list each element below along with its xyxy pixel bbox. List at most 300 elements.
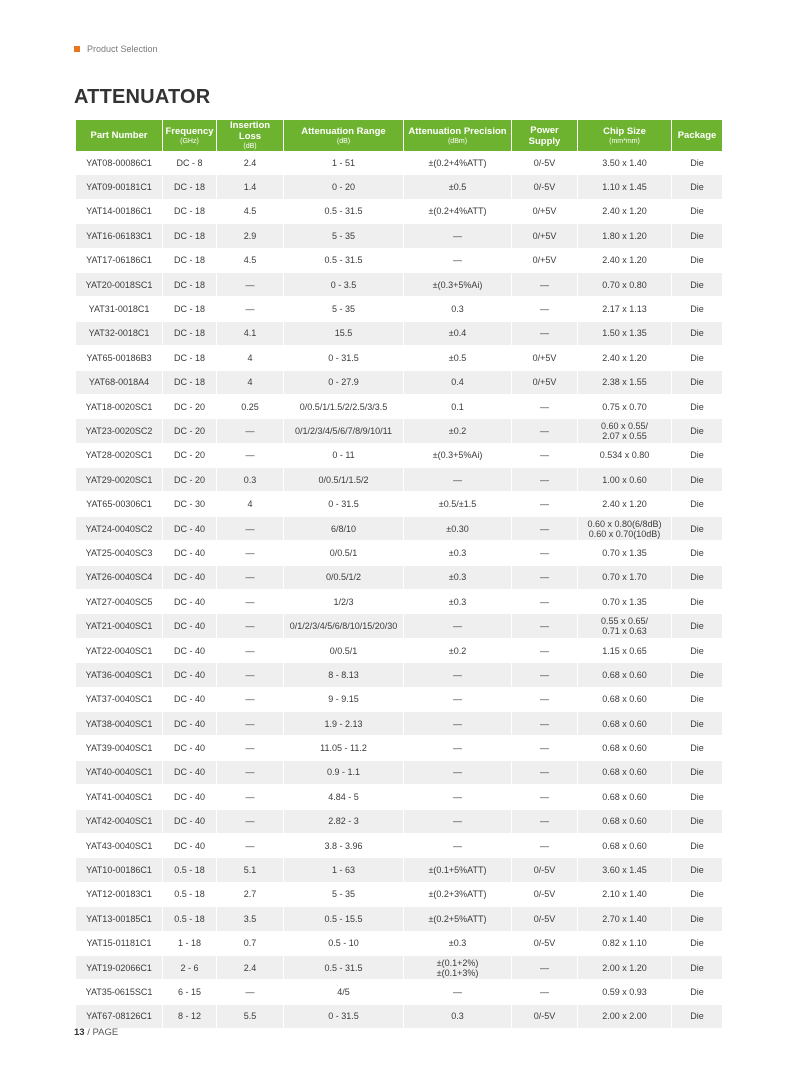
table-cell: — — [404, 614, 512, 638]
table-cell: 2.4 — [217, 956, 284, 980]
table-cell: — — [217, 663, 284, 687]
table-cell: 0/+5V — [512, 371, 578, 395]
table-cell: 0/-5V — [512, 151, 578, 175]
table-cell: 2.00 x 1.20 — [578, 956, 672, 980]
table-cell: 8 - 8.13 — [284, 663, 404, 687]
table-cell: 0/+5V — [512, 249, 578, 273]
table-cell: 2.82 - 3 — [284, 810, 404, 834]
table-cell: 0/-5V — [512, 858, 578, 882]
table-row — [76, 395, 722, 419]
table-cell: 1.80 x 1.20 — [578, 224, 672, 248]
table-cell: Die — [672, 224, 722, 248]
table-cell: 0.1 — [404, 395, 512, 419]
table-cell: 0.5 - 31.5 — [284, 249, 404, 273]
table-cell: YAT19-02066C1 — [76, 956, 163, 980]
table-cell: Die — [672, 639, 722, 663]
table-cell: Die — [672, 297, 722, 321]
table-cell: DC - 40 — [163, 785, 217, 809]
column-header-unit: (mm*mm) — [609, 137, 640, 145]
table-cell: 1.50 x 1.35 — [578, 322, 672, 346]
table-cell: 0.68 x 0.60 — [578, 785, 672, 809]
table-cell: Die — [672, 736, 722, 760]
table-cell: Die — [672, 956, 722, 980]
table-cell: 0.3 — [404, 1005, 512, 1029]
table-cell: Die — [672, 444, 722, 468]
table-cell: 5.5 — [217, 1005, 284, 1029]
column-header — [163, 120, 217, 151]
table-cell: 0.68 x 0.60 — [578, 834, 672, 858]
table-cell: ±(0.2+5%ATT) — [404, 907, 512, 931]
table-cell: 6/8/10 — [284, 517, 404, 541]
table-cell: 5 - 35 — [284, 883, 404, 907]
table-row — [76, 688, 722, 712]
table-cell: YAT38-0040SC1 — [76, 712, 163, 736]
table-cell: — — [512, 956, 578, 980]
table-row — [76, 468, 722, 492]
table-cell: DC - 40 — [163, 736, 217, 760]
column-header-label: Package — [677, 130, 717, 141]
table-cell: 0.5 - 31.5 — [284, 200, 404, 224]
table-cell: 0/0.5/1/1.5/2/2.5/3/3.5 — [284, 395, 404, 419]
table-cell: — — [512, 566, 578, 590]
table-cell: — — [404, 810, 512, 834]
table-cell: Die — [672, 346, 722, 370]
table-cell: 0.5 - 18 — [163, 858, 217, 882]
table-cell: 0 - 31.5 — [284, 346, 404, 370]
table-cell: — — [404, 663, 512, 687]
column-header — [404, 120, 512, 151]
table-cell: Die — [672, 785, 722, 809]
table-cell: YAT15-01181C1 — [76, 932, 163, 956]
table-cell: 0.59 x 0.93 — [578, 980, 672, 1004]
table-cell: 0/0.5/1/1.5/2 — [284, 468, 404, 492]
table-cell: Die — [672, 395, 722, 419]
table-cell: — — [512, 980, 578, 1004]
table-cell: 4.5 — [217, 200, 284, 224]
table-cell: ±0.5 — [404, 175, 512, 199]
table-cell: 8 - 12 — [163, 1005, 217, 1029]
table-cell: ±0.30 — [404, 517, 512, 541]
column-header — [217, 120, 284, 151]
table-cell: 0/+5V — [512, 200, 578, 224]
table-cell: — — [512, 736, 578, 760]
table-cell: 0/1/2/3/4/5/6/7/8/9/10/11 — [284, 419, 404, 443]
table-cell: DC - 20 — [163, 468, 217, 492]
table-cell: ±0.2 — [404, 419, 512, 443]
table-cell: 0/+5V — [512, 224, 578, 248]
table-cell: 2.00 x 2.00 — [578, 1005, 672, 1029]
table-body — [76, 151, 722, 1029]
table-cell: 0 - 3.5 — [284, 273, 404, 297]
column-header-label: Frequency — [165, 125, 214, 137]
column-header — [512, 120, 578, 151]
table-row — [76, 566, 722, 590]
table-cell: ±(0.3+5%Ai) — [404, 273, 512, 297]
table-cell: — — [217, 712, 284, 736]
table-cell: Die — [672, 249, 722, 273]
table-cell: 0 - 31.5 — [284, 492, 404, 516]
table-cell: Die — [672, 663, 722, 687]
table-cell: Die — [672, 175, 722, 199]
table-cell: Die — [672, 322, 722, 346]
table-cell: YAT37-0040SC1 — [76, 688, 163, 712]
table-cell: YAT43-0040SC1 — [76, 834, 163, 858]
table-cell: 4 — [217, 346, 284, 370]
table-cell: YAT32-0018C1 — [76, 322, 163, 346]
table-cell: 0.534 x 0.80 — [578, 444, 672, 468]
table-cell: — — [217, 566, 284, 590]
table-cell: YAT27-0040SC5 — [76, 590, 163, 614]
table-cell: 0.68 x 0.60 — [578, 712, 672, 736]
table-cell: ±0.3 — [404, 541, 512, 565]
table-cell: DC - 18 — [163, 297, 217, 321]
column-header-label: Attenuation Precision — [408, 125, 507, 137]
table-cell: ±0.4 — [404, 322, 512, 346]
table-cell: 0/-5V — [512, 883, 578, 907]
table-cell: DC - 18 — [163, 273, 217, 297]
table-cell: YAT41-0040SC1 — [76, 785, 163, 809]
table-cell: 0/0.5/1 — [284, 639, 404, 663]
table-cell: 0.25 — [217, 395, 284, 419]
column-header — [76, 120, 163, 151]
table-cell: DC - 40 — [163, 566, 217, 590]
table-row — [76, 810, 722, 834]
table-cell: ±(0.1+2%) ±(0.1+3%) — [404, 956, 512, 980]
table-cell: Die — [672, 907, 722, 931]
table-cell: 2.9 — [217, 224, 284, 248]
table-row — [76, 151, 722, 175]
table-cell: — — [404, 249, 512, 273]
attenuator-table — [76, 120, 722, 1029]
table-cell: — — [404, 712, 512, 736]
table-row — [76, 273, 722, 297]
table-cell: YAT22-0040SC1 — [76, 639, 163, 663]
table-cell: ±0.5/±1.5 — [404, 492, 512, 516]
table-cell: — — [217, 590, 284, 614]
table-cell: Die — [672, 1005, 722, 1029]
table-cell: 1.9 - 2.13 — [284, 712, 404, 736]
table-cell: 1.4 — [217, 175, 284, 199]
table-cell: — — [404, 980, 512, 1004]
table-cell: — — [217, 444, 284, 468]
table-cell: YAT17-06186C1 — [76, 249, 163, 273]
table-cell: 1.10 x 1.45 — [578, 175, 672, 199]
table-cell: DC - 40 — [163, 517, 217, 541]
column-header-unit: (dBm) — [447, 137, 468, 145]
table-cell: — — [217, 736, 284, 760]
table-cell: DC - 30 — [163, 492, 217, 516]
table-row — [76, 980, 722, 1004]
table-row — [76, 224, 722, 248]
table-row — [76, 590, 722, 614]
table-cell: DC - 40 — [163, 834, 217, 858]
table-cell: DC - 40 — [163, 590, 217, 614]
table-cell: — — [217, 419, 284, 443]
table-cell: — — [512, 492, 578, 516]
table-cell: YAT65-00186B3 — [76, 346, 163, 370]
table-cell: 1 - 63 — [284, 858, 404, 882]
table-cell: DC - 18 — [163, 200, 217, 224]
table-cell: 0.68 x 0.60 — [578, 736, 672, 760]
page-title: ATTENUATOR — [74, 86, 211, 108]
table-cell: 0/-5V — [512, 175, 578, 199]
table-cell: 4.84 - 5 — [284, 785, 404, 809]
table-cell: DC - 18 — [163, 322, 217, 346]
table-cell: ±0.3 — [404, 566, 512, 590]
table-cell: — — [404, 785, 512, 809]
table-cell: DC - 40 — [163, 639, 217, 663]
table-cell: 0/-5V — [512, 932, 578, 956]
table-cell: YAT65-00306C1 — [76, 492, 163, 516]
table-cell: 1.00 x 0.60 — [578, 468, 672, 492]
table-cell: — — [512, 590, 578, 614]
table-cell: — — [512, 541, 578, 565]
table-cell: DC - 40 — [163, 761, 217, 785]
table-cell: 9 - 9.15 — [284, 688, 404, 712]
table-cell: Die — [672, 273, 722, 297]
table-cell: — — [217, 834, 284, 858]
table-cell: — — [217, 785, 284, 809]
table-cell: Die — [672, 492, 722, 516]
table-cell: — — [512, 614, 578, 638]
table-cell: 0/-5V — [512, 907, 578, 931]
table-cell: — — [512, 834, 578, 858]
page-label: / PAGE — [84, 1027, 119, 1038]
table-cell: — — [404, 224, 512, 248]
table-cell: 2.70 x 1.40 — [578, 907, 672, 931]
table-cell: YAT21-0040SC1 — [76, 614, 163, 638]
table-cell: DC - 18 — [163, 346, 217, 370]
column-header-label: Attenuation Range — [301, 125, 386, 137]
table-cell: YAT26-0040SC4 — [76, 566, 163, 590]
table-cell: Die — [672, 517, 722, 541]
column-header — [578, 120, 672, 151]
table-cell: 4.1 — [217, 322, 284, 346]
table-cell: 3.8 - 3.96 — [284, 834, 404, 858]
table-cell: 15.5 — [284, 322, 404, 346]
table-cell: 0/0.5/1 — [284, 541, 404, 565]
table-cell: DC - 40 — [163, 810, 217, 834]
table-cell: DC - 20 — [163, 395, 217, 419]
table-cell: 1 - 51 — [284, 151, 404, 175]
table-cell: 6 - 15 — [163, 980, 217, 1004]
table-cell: Die — [672, 371, 722, 395]
table-row — [76, 175, 722, 199]
table-row — [76, 346, 722, 370]
table-cell: 2.40 x 1.20 — [578, 346, 672, 370]
table-cell: 2.40 x 1.20 — [578, 492, 672, 516]
table-cell: — — [217, 297, 284, 321]
table-cell: Die — [672, 151, 722, 175]
table-cell: 0.3 — [404, 297, 512, 321]
table-cell: Die — [672, 688, 722, 712]
table-cell: Die — [672, 419, 722, 443]
table-cell: 1/2/3 — [284, 590, 404, 614]
table-cell: — — [512, 419, 578, 443]
column-header-label: Part Number — [90, 130, 148, 141]
table-cell: 0 - 27.9 — [284, 371, 404, 395]
table-cell: Die — [672, 932, 722, 956]
column-header — [672, 120, 722, 151]
table-cell: 0/-5V — [512, 1005, 578, 1029]
table-cell: 0.70 x 0.80 — [578, 273, 672, 297]
table-cell: YAT39-0040SC1 — [76, 736, 163, 760]
table-cell: 0.60 x 0.55/ 2.07 x 0.55 — [578, 419, 672, 443]
table-cell: 11.05 - 11.2 — [284, 736, 404, 760]
table-cell: YAT35-0615SC1 — [76, 980, 163, 1004]
table-cell: ±0.3 — [404, 590, 512, 614]
table-cell: Die — [672, 761, 722, 785]
table-cell: 0.68 x 0.60 — [578, 663, 672, 687]
table-cell: YAT29-0020SC1 — [76, 468, 163, 492]
table-cell: YAT25-0040SC3 — [76, 541, 163, 565]
table-cell: 0.5 - 15.5 — [284, 907, 404, 931]
table-cell: — — [404, 688, 512, 712]
table-cell: 0.3 — [217, 468, 284, 492]
table-cell: Die — [672, 980, 722, 1004]
table-cell: YAT13-00185C1 — [76, 907, 163, 931]
table-cell: — — [217, 688, 284, 712]
table-cell: 2.38 x 1.55 — [578, 371, 672, 395]
table-cell: — — [512, 395, 578, 419]
table-row — [76, 736, 722, 760]
table-cell: YAT16-06183C1 — [76, 224, 163, 248]
table-cell: 0.82 x 1.10 — [578, 932, 672, 956]
table-cell: 0/0.5/1/2 — [284, 566, 404, 590]
table-cell: 0 - 20 — [284, 175, 404, 199]
table-cell: — — [404, 468, 512, 492]
table-cell: ±(0.1+5%ATT) — [404, 858, 512, 882]
table-cell: — — [217, 761, 284, 785]
table-cell: 3.5 — [217, 907, 284, 931]
table-cell: — — [512, 322, 578, 346]
section-label-text: Product Selection — [87, 44, 158, 54]
table-cell: — — [217, 273, 284, 297]
table-cell: ±0.3 — [404, 932, 512, 956]
table-row — [76, 444, 722, 468]
table-cell: 0.75 x 0.70 — [578, 395, 672, 419]
table-cell: 0.70 x 1.35 — [578, 590, 672, 614]
table-cell: 0.60 x 0.80(6/8dB) 0.60 x 0.70(10dB) — [578, 517, 672, 541]
table-cell: — — [512, 468, 578, 492]
column-header-label: Insertion Loss — [229, 120, 271, 142]
column-header-label: Power Supply — [528, 124, 561, 147]
table-row — [76, 907, 722, 931]
table-cell: 3.60 x 1.45 — [578, 858, 672, 882]
table-cell: — — [217, 541, 284, 565]
table-cell: Die — [672, 614, 722, 638]
table-cell: 5.1 — [217, 858, 284, 882]
table-row — [76, 785, 722, 809]
table-cell: DC - 18 — [163, 249, 217, 273]
table-cell: 5 - 35 — [284, 297, 404, 321]
table-row — [76, 371, 722, 395]
table-cell: YAT10-00186C1 — [76, 858, 163, 882]
table-cell: DC - 20 — [163, 419, 217, 443]
table-cell: YAT40-0040SC1 — [76, 761, 163, 785]
table-cell: ±(0.2+3%ATT) — [404, 883, 512, 907]
table-cell: 4 — [217, 492, 284, 516]
table-row — [76, 932, 722, 956]
table-cell: Die — [672, 541, 722, 565]
table-cell: 0.5 - 18 — [163, 907, 217, 931]
table-cell: YAT24-0040SC2 — [76, 517, 163, 541]
table-row — [76, 249, 722, 273]
table-cell: Die — [672, 810, 722, 834]
table-cell: Die — [672, 858, 722, 882]
table-cell: 2.40 x 1.20 — [578, 200, 672, 224]
column-header-label: Chip Size — [603, 125, 646, 137]
table-cell: DC - 18 — [163, 371, 217, 395]
column-header-unit: (dB) — [243, 143, 257, 150]
table-cell: 0/1/2/3/4/5/6/8/10/15/20/30 — [284, 614, 404, 638]
table-cell: — — [512, 273, 578, 297]
column-header — [284, 120, 404, 151]
table-cell: 0/+5V — [512, 346, 578, 370]
table-cell: 0.5 - 18 — [163, 883, 217, 907]
table-cell: Die — [672, 200, 722, 224]
table-row — [76, 517, 722, 541]
table-cell: Die — [672, 883, 722, 907]
table-cell: 2.4 — [217, 151, 284, 175]
table-row — [76, 834, 722, 858]
table-cell: YAT14-00186C1 — [76, 200, 163, 224]
table-cell: YAT28-0020SC1 — [76, 444, 163, 468]
table-cell: Die — [672, 468, 722, 492]
table-cell: 0.55 x 0.65/ 0.71 x 0.63 — [578, 614, 672, 638]
orange-square-icon — [74, 46, 80, 52]
table-cell: Die — [672, 566, 722, 590]
table-cell: 2.40 x 1.20 — [578, 249, 672, 273]
table-cell: DC - 40 — [163, 614, 217, 638]
page-footer — [74, 1027, 118, 1038]
table-cell: 5 - 35 — [284, 224, 404, 248]
table-cell: 1.15 x 0.65 — [578, 639, 672, 663]
table-row — [76, 639, 722, 663]
table-cell: 1 - 18 — [163, 932, 217, 956]
table-cell: — — [404, 761, 512, 785]
table-cell: — — [512, 444, 578, 468]
section-label — [74, 44, 158, 54]
table-cell: 4.5 — [217, 249, 284, 273]
table-cell: — — [512, 712, 578, 736]
table-cell: Die — [672, 590, 722, 614]
table-cell: 0 - 11 — [284, 444, 404, 468]
table-row — [76, 200, 722, 224]
table-cell: YAT23-0020SC2 — [76, 419, 163, 443]
table-cell: 2.17 x 1.13 — [578, 297, 672, 321]
table-cell: ±(0.2+4%ATT) — [404, 151, 512, 175]
table-cell: — — [512, 663, 578, 687]
table-cell: 0.68 x 0.60 — [578, 810, 672, 834]
table-cell: DC - 20 — [163, 444, 217, 468]
table-cell: — — [404, 834, 512, 858]
table-cell: DC - 18 — [163, 224, 217, 248]
table-cell: 0 - 31.5 — [284, 1005, 404, 1029]
table-row — [76, 712, 722, 736]
table-cell: DC - 40 — [163, 663, 217, 687]
table-cell: DC - 40 — [163, 712, 217, 736]
table-cell: ±(0.3+5%Ai) — [404, 444, 512, 468]
table-cell: ±0.5 — [404, 346, 512, 370]
table-cell: — — [217, 614, 284, 638]
table-row — [76, 419, 722, 443]
table-header-row — [76, 120, 722, 151]
table-cell: 0.9 - 1.1 — [284, 761, 404, 785]
table-row — [76, 883, 722, 907]
table-cell: ±(0.2+4%ATT) — [404, 200, 512, 224]
table-cell: — — [217, 639, 284, 663]
